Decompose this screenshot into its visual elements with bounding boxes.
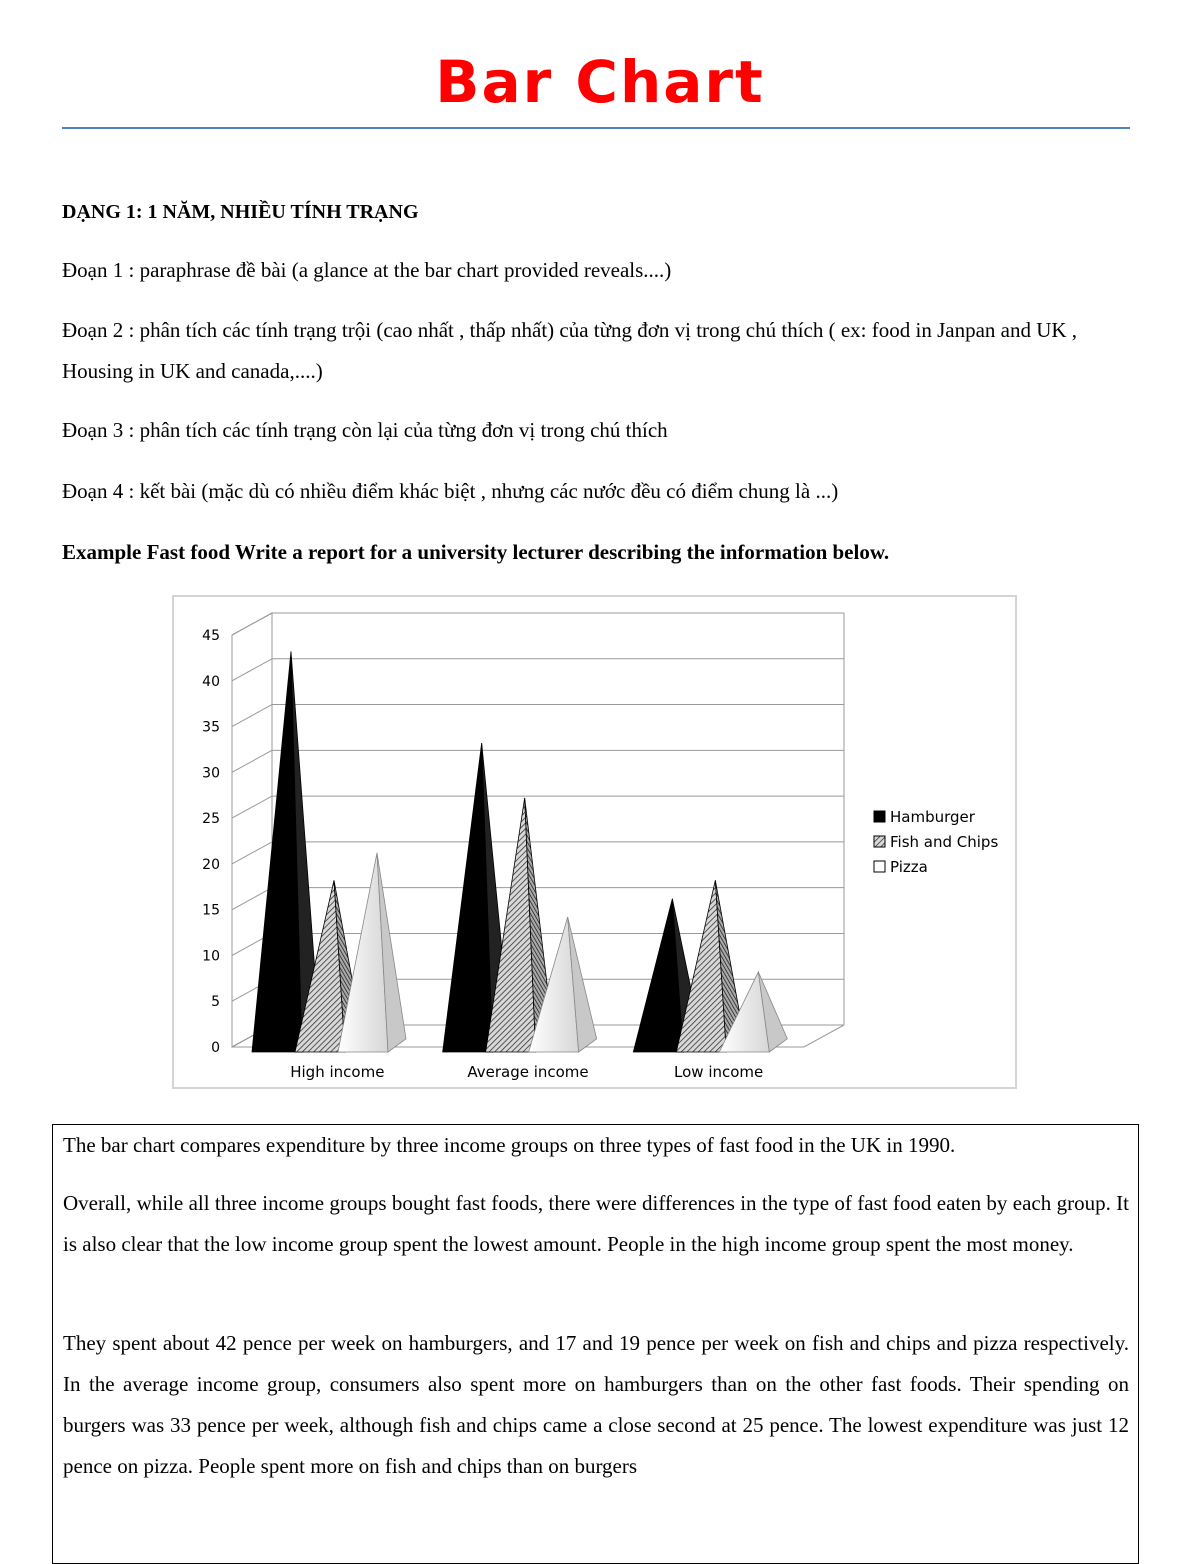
document-title: Bar Chart (435, 48, 765, 116)
gridline-side (232, 705, 272, 727)
gridline-side (232, 613, 272, 635)
sample-answer-box (52, 1124, 1139, 1564)
y-tick-label: 35 (202, 719, 220, 736)
legend-swatch (874, 861, 885, 872)
answer-paragraph-1: The bar chart compares expenditure by three income groups on three types of fast food in the UK in 1990. (63, 1133, 956, 1157)
x-category-label: Average income (467, 1063, 589, 1081)
y-tick-label: 0 (211, 1040, 220, 1056)
y-tick-label: 40 (202, 673, 220, 690)
legend-label: Pizza (890, 858, 928, 876)
legend-swatch (874, 811, 885, 822)
y-tick-label: 10 (202, 948, 220, 965)
answer-paragraph-3: They spent about 42 pence per week on hamburgers, and 17 and 19 pence per week on fish and chips and pizza respectively. In the average income group, consumers also spent more on hamburgers than on the other fast foods. Their spending on burgers was 33 pence per week, although fish and chips came a close second at 25 pence. The lowest expenditure was just 12 pence on pizza. People spent more on fish and chips than on burgers (63, 1331, 1129, 1478)
gridline-side (232, 842, 272, 864)
answer-paragraph-2: Overall, while all three income groups bought fast foods, there were differences in the type of fast food eaten by each group. It is also clear that the low income group spent the lowest amount. People in the high income group spent the most money. (63, 1191, 1129, 1256)
x-category-label: Low income (674, 1063, 764, 1081)
instruction-3: Đoạn 3 : phân tích các tính trạng còn lại của từng đơn vị trong chú thích (62, 418, 668, 442)
y-tick-label: 5 (211, 994, 220, 1011)
gridline-side (232, 796, 272, 818)
bar-chart (174, 597, 1015, 1087)
gridline-side (232, 750, 272, 772)
x-category-label: High income (290, 1063, 385, 1081)
legend-swatch (874, 836, 885, 847)
instruction-1: Đoạn 1 : paraphrase đề bài (a glance at the bar chart provided reveals....) (62, 258, 672, 282)
y-tick-label: 45 (202, 628, 220, 644)
legend-label: Fish and Chips (890, 833, 999, 851)
instruction-2: Đoạn 2 : phân tích các tính trạng trội (cao nhất , thấp nhất) của từng đơn vị trong chú thích ( ex: food in Janpan and UK , Housing in UK and canada,....) (62, 318, 1078, 383)
section-heading: DẠNG 1: 1 NĂM, NHIỀU TÍNH TRẠNG (62, 201, 419, 223)
y-tick-label: 25 (202, 811, 220, 828)
y-tick-label: 30 (202, 765, 220, 782)
gridline-side (232, 659, 272, 681)
legend-label: Hamburger (890, 808, 975, 826)
y-tick-label: 20 (202, 856, 220, 873)
y-tick-label: 15 (202, 902, 220, 919)
title-divider (62, 127, 1130, 129)
example-prompt: Example Fast food Write a report for a university lecturer describing the information below. (62, 540, 890, 564)
chart-frame (172, 595, 1017, 1089)
instruction-4: Đoạn 4 : kết bài (mặc dù có nhiều điểm khác biệt , nhưng các nước đều có điểm chung là ...) (62, 479, 839, 503)
